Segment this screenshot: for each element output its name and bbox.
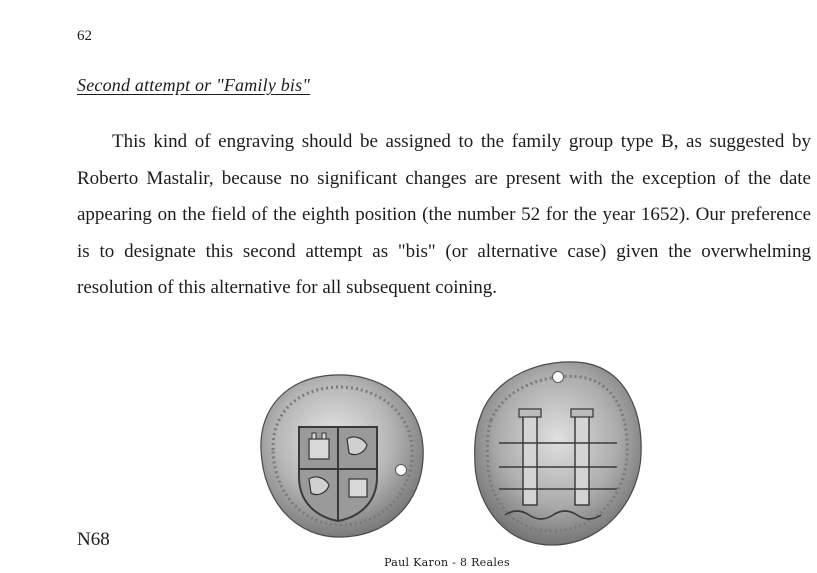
page-number: 62 xyxy=(77,28,92,44)
figure-caption: Paul Karon - 8 Reales xyxy=(384,556,510,569)
coin-obverse-icon xyxy=(261,375,423,537)
specimen-label: N68 xyxy=(77,529,110,550)
coin-reverse-icon xyxy=(475,362,641,545)
coin-figure xyxy=(255,355,645,550)
section-heading: Second attempt or "Family bis" xyxy=(77,75,311,95)
body-paragraph: This kind of engraving should be assigned to the family group type B, as suggested by Roberto Mastalir, because no significant changes are present with the exception of the date appearing on the field of the eighth position (the number 52 for the year 1652). Our preference is to designate this second attempt as "bis" (or alternative case) given the overwhelming resolution of this alternative for all subsequent coining. xyxy=(77,131,811,299)
coin-figure-image xyxy=(255,355,645,550)
